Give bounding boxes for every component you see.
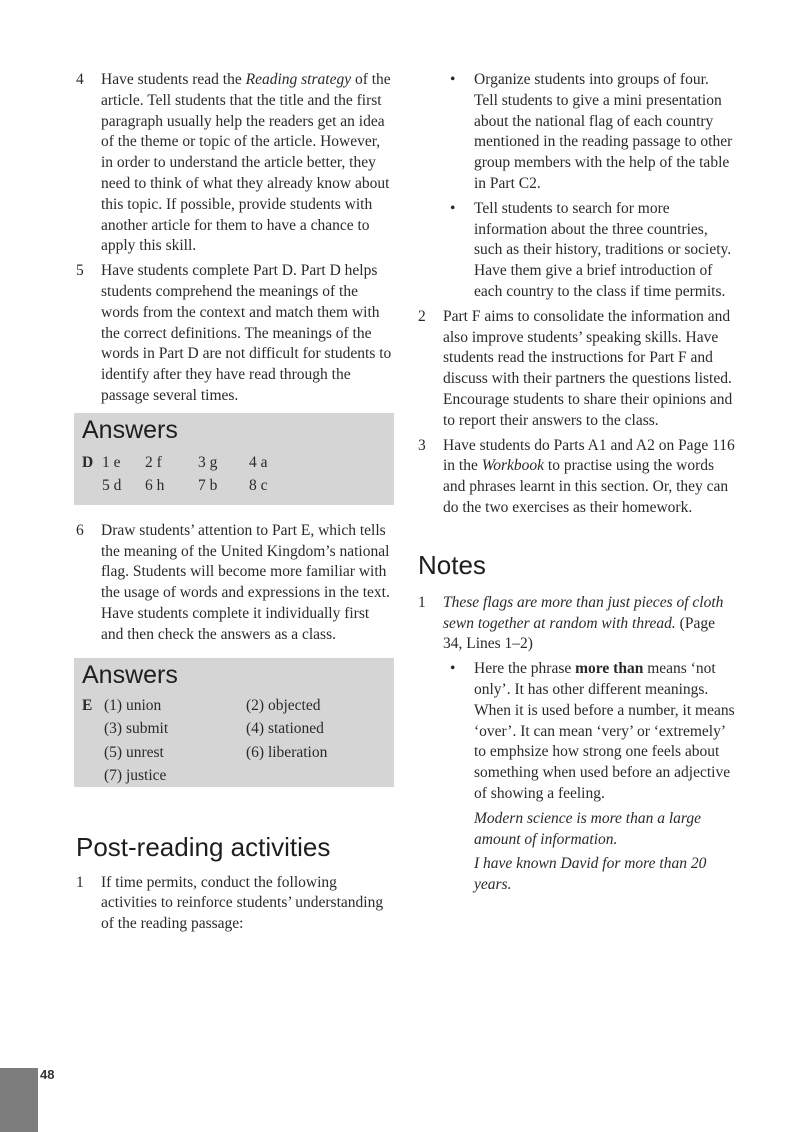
answer-item: 7 b [198,476,218,494]
answer-item: 8 c [249,476,268,494]
page-edge-bar [0,1068,38,1132]
answer-item: 6 h [145,476,165,494]
answer-item: 4 a [249,453,268,471]
answer-item: 1 e [102,453,121,471]
left-column [76,70,394,935]
bullet-icon: • [450,660,456,678]
answer-item: 2 f [145,453,162,471]
step-number: 4 [76,71,84,88]
notes-title: Notes [418,549,486,580]
answers-grid [104,694,376,788]
step-number: 2 [418,307,426,325]
post-step-2: 2 Part F aims to consolidate the information and also improve students’ speaking skills. Have students read the instructions for Part F and discuss with their partners the questions listed. Encourage students to share their opinions and to report their answers to the class. [418,307,733,429]
answer-item: (2) objected [246,696,321,714]
bullet-icon: • [450,71,456,88]
answer-item: (1) union [104,696,162,714]
post-step-1: 1 If time permits, conduct the following activities to reinforce students’ understanding of the reading passage: [76,873,384,933]
step-number: 1 [76,873,84,891]
activity-bullet: • Organize students into groups of four. Tell students to give a mini presentation about the national flag of each country mentioned in the reading passage to other group members with the help of the table in Part C2. [450,71,733,192]
answers-box-e [74,658,394,787]
post-step-3: 3 Have students do Parts A1 and A2 on Page 116 in the Workbook to practise using the words and phrases learnt in this section. Or, they can do the two exercises as their homework. [418,436,735,516]
section-title: Post-reading activities [76,831,331,862]
step-number: 6 [76,521,84,539]
page-number: 48 [40,1067,55,1082]
step-5: 5 Have students complete Part D. Part D helps students comprehend the meanings of the words from the context and match them with the correct definitions. The meanings of the words in Part D are not difficult for students to identify after they have read through the passage several times. [76,262,392,404]
right-column [418,70,736,896]
answers-title: Answers [82,415,178,444]
bullet-icon: • [450,199,456,217]
answers-title: Answers [82,660,178,689]
answers-label: E [82,696,93,714]
answers-label: D [82,453,94,471]
answers-row [82,474,386,497]
answers-row [82,451,386,474]
answer-item: (5) unrest [104,743,164,761]
note-number: 1 [418,593,426,611]
answer-item: (3) submit [104,720,169,738]
step-number: 5 [76,262,84,280]
answers-box-d [74,413,394,505]
note-1: 1 These flags are more than just pieces of cloth sewn together at random with thread. (Page 34, Lines 1–2) [418,593,724,653]
answer-item: 5 d [102,476,122,494]
activity-bullet: • Tell students to search for more information about the three countries, such as their history, traditions or society. Have them give a brief introduction of each country to the class if time permits. [450,199,732,300]
example-sentence: Modern science is more than a large amount of information. [474,809,701,848]
answer-item: 3 g [198,453,218,471]
step-6: 6 Draw students’ attention to Part E, which tells the meaning of the United Kingdom’s national flag. Students will become more familiar with the usage of words and expressions in the text. Have students complete it individually first and then check the answers as a class. [76,521,390,643]
step-number: 3 [418,436,426,454]
answer-item: (6) liberation [246,743,328,761]
answer-item: (4) stationed [246,720,324,738]
answer-item: (7) justice [104,767,167,785]
step-4: 4 Have students read the Reading strategy of the article. Tell students that the title and the first paragraph usually help the readers get an idea of the theme or topic of the article. However, in order to understand the article better, they need to think of what they already know about this topic. If possible, provide students with another article for them to have a chance to apply this skill. [76,71,391,255]
note-bullet: • Here the phrase more than means ‘not only’. It has other different meanings. When it is used before a number, it means ‘over’. It can mean ‘very’ or ‘extremely’ to emphsize how strong one feels about something when used before an adjective of showing a feeling. [450,660,735,802]
example-sentence: I have known David for more than 20 years. [474,855,707,894]
